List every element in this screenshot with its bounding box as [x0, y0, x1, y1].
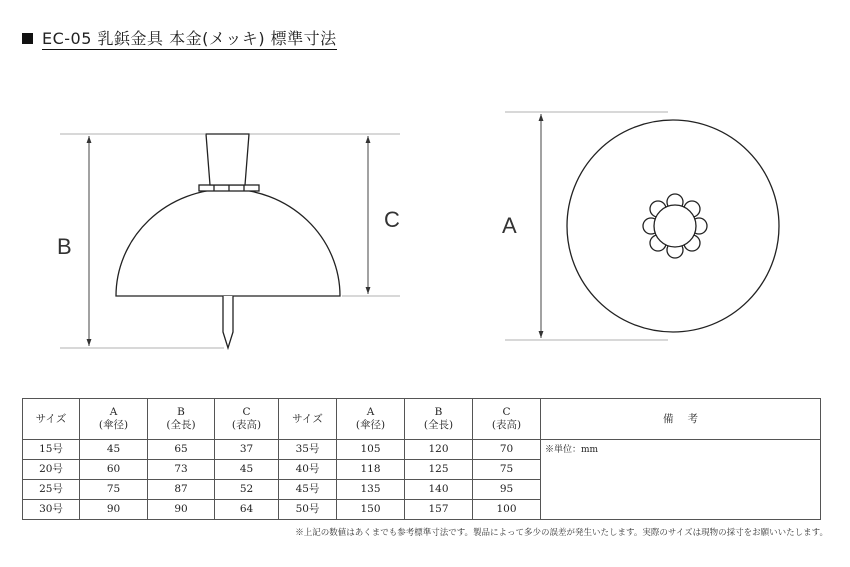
- cell-b-2: 120: [405, 440, 473, 460]
- top-view: [567, 120, 779, 332]
- cell-c: 52: [215, 480, 279, 500]
- cell-size: 15号: [23, 440, 80, 460]
- cell-b: 90: [148, 500, 215, 520]
- header-c-2: C (表高): [473, 399, 541, 440]
- table-row: [23, 440, 821, 460]
- header-a: A (傘径): [80, 399, 148, 440]
- header-size-2: サイズ: [279, 399, 337, 440]
- cell-a: 90: [80, 500, 148, 520]
- remarks-cell: ※単位：mm: [541, 440, 821, 520]
- header-size: サイズ: [23, 399, 80, 440]
- cell-b-2: 157: [405, 500, 473, 520]
- cell-c: 64: [215, 500, 279, 520]
- cell-b-2: 125: [405, 460, 473, 480]
- cell-size: 20号: [23, 460, 80, 480]
- cell-b: 65: [148, 440, 215, 460]
- cell-c-2: 70: [473, 440, 541, 460]
- cell-a: 60: [80, 460, 148, 480]
- header-b-2: B (全長): [405, 399, 473, 440]
- cell-size-2: 40号: [279, 460, 337, 480]
- cell-a-2: 135: [337, 480, 405, 500]
- cell-b-2: 140: [405, 480, 473, 500]
- cell-a: 45: [80, 440, 148, 460]
- footnote: ※上記の数値はあくまでも参考標準寸法です。製品によって多少の誤差が発生いたします。実際のサイズは現物の採寸をお願いいたします。: [295, 528, 828, 538]
- cell-c: 45: [215, 460, 279, 480]
- cell-a-2: 105: [337, 440, 405, 460]
- cell-size-2: 45号: [279, 480, 337, 500]
- dimension-c-label: C: [384, 207, 400, 232]
- cell-b: 73: [148, 460, 215, 480]
- title-text: EC-05 乳鋲金具 本金(メッキ) 標準寸法: [42, 29, 337, 48]
- cell-c-2: 75: [473, 460, 541, 480]
- cell-a-2: 150: [337, 500, 405, 520]
- cell-a: 75: [80, 480, 148, 500]
- cell-size-2: 35号: [279, 440, 337, 460]
- cell-b: 87: [148, 480, 215, 500]
- dimension-a-label: A: [502, 213, 517, 238]
- pin: [223, 296, 233, 348]
- header-c: C (表高): [215, 399, 279, 440]
- finial: [206, 134, 249, 185]
- cell-size-2: 50号: [279, 500, 337, 520]
- table-header-row: [23, 399, 821, 440]
- dimension-b-label: B: [57, 234, 72, 259]
- header-b: B (全長): [148, 399, 215, 440]
- dome-body: [116, 189, 340, 296]
- side-view: [116, 134, 340, 348]
- rosette-center: [654, 205, 696, 247]
- header-a-2: A (傘径): [337, 399, 405, 440]
- cell-a-2: 118: [337, 460, 405, 480]
- header-remarks: 備考: [541, 399, 821, 440]
- cell-size: 25号: [23, 480, 80, 500]
- cell-c-2: 100: [473, 500, 541, 520]
- dimension-table: [22, 398, 821, 520]
- cell-c: 37: [215, 440, 279, 460]
- cell-c-2: 95: [473, 480, 541, 500]
- cell-size: 30号: [23, 500, 80, 520]
